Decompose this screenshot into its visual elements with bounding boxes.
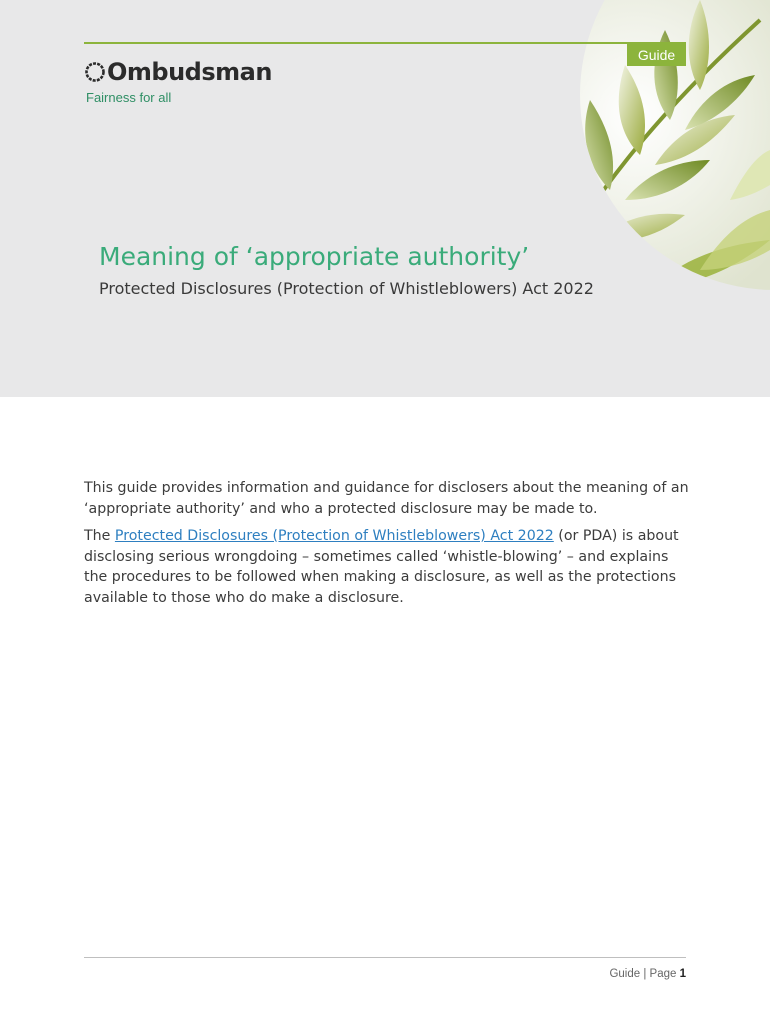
pda-paragraph-prefix: The bbox=[84, 528, 115, 544]
footer-rule bbox=[84, 957, 686, 958]
pda-act-link[interactable]: Protected Disclosures (Protection of Whistleblowers) Act 2022 bbox=[114, 528, 554, 544]
footer-page-number: 1 bbox=[679, 968, 686, 980]
intro-paragraph: This guide provides information and guidance for disclosers about the meaning of an ‘appropriate authority’ and who a protected disclosure may be made to. bbox=[84, 480, 689, 517]
footer-doc-label: Guide bbox=[609, 968, 641, 980]
document-body bbox=[84, 478, 694, 615]
cover-header bbox=[0, 0, 770, 397]
header-rule bbox=[84, 42, 686, 44]
ombudsman-logo[interactable] bbox=[84, 58, 272, 86]
page-footer bbox=[609, 968, 686, 980]
document-subtitle: Protected Disclosures (Protection of Whistleblowers) Act 2022 bbox=[99, 279, 594, 298]
logo-tagline: Fairness for all bbox=[86, 90, 172, 105]
footer-separator: | bbox=[643, 968, 647, 980]
fern-ring-icon bbox=[84, 61, 106, 83]
document-title: Meaning of ‘appropriate authority’ bbox=[99, 242, 530, 271]
pda-paragraph-suffix: (or PDA) is about disclosing serious wrongdoing – sometimes called ‘whistle-blowing’ – and explains the procedures to be followed when making a disclosure, as well as the protections available to those who do make a disclosure. bbox=[84, 528, 679, 606]
footer-page-label: Page bbox=[649, 968, 677, 980]
pda-paragraph bbox=[84, 526, 694, 608]
guide-tag: Guide bbox=[627, 44, 686, 66]
logo-wordmark: Ombudsman bbox=[107, 58, 272, 86]
